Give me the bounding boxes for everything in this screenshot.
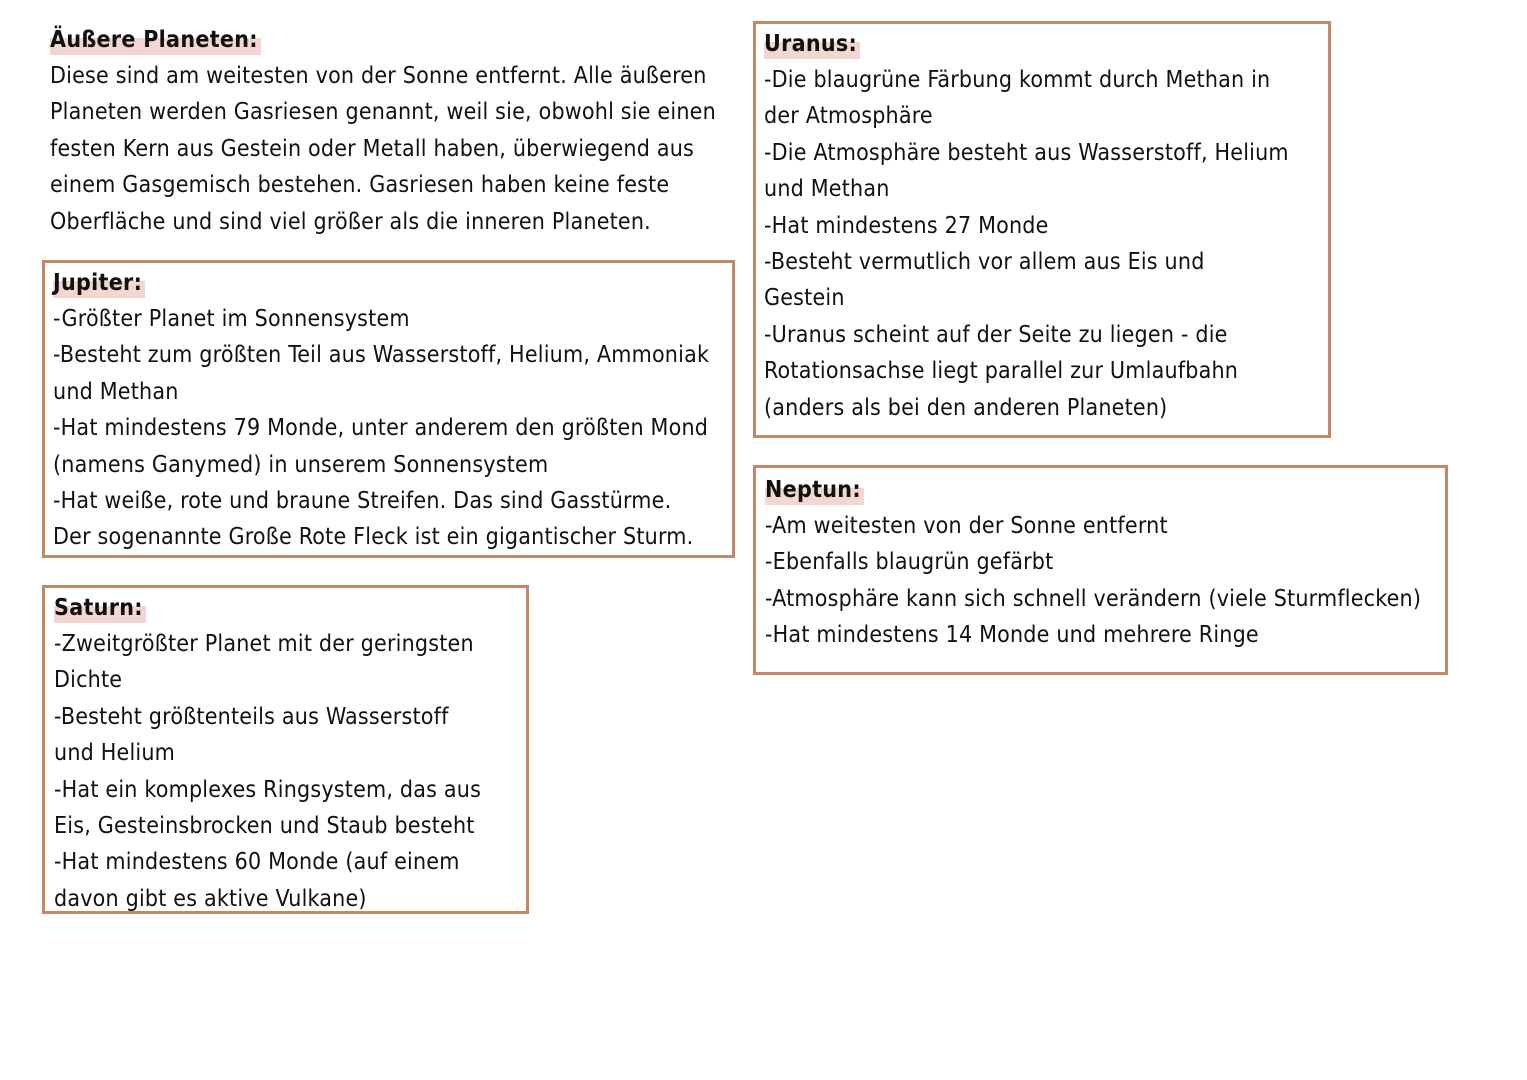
- fact-line: -Größter Planet im Sonnensystem: [53, 306, 410, 332]
- neptun-heading: Neptun:: [765, 472, 864, 508]
- fact-line: Dichte: [54, 667, 123, 694]
- saturn-heading: Saturn:: [54, 590, 146, 626]
- fact-line: -Hat mindestens 79 Monde, unter anderem den größten Mond: [53, 415, 709, 442]
- fact-line: Gestein: [764, 285, 845, 312]
- saturn-box: [42, 585, 529, 914]
- fact-line: (namens Ganymed) in unserem Sonnensystem: [53, 451, 549, 478]
- fact-line: -Hat mindestens 27 Monde: [764, 212, 1049, 239]
- uranus-heading: Uranus:: [764, 26, 860, 62]
- intro-line: Diese sind am weitesten von der Sonne entfernt. Alle äußeren: [50, 63, 707, 89]
- fact-line: Der sogenannte Große Rote Fleck ist ein gigantischer Sturm.: [53, 524, 694, 551]
- neptun-box: [753, 465, 1448, 675]
- fact-line: und Methan: [53, 378, 179, 405]
- intro-heading: Äußere Planeten:: [50, 22, 261, 58]
- fact-line: Rotationsachse liegt parallel zur Umlaufbahn: [764, 358, 1239, 385]
- fact-line: -Am weitesten von der Sonne entfernt: [765, 513, 1168, 539]
- intro-line: Planeten werden Gasriesen genannt, weil sie, obwohl sie einen: [50, 99, 716, 126]
- fact-line: -Hat ein komplexes Ringsystem, das aus: [54, 776, 482, 803]
- fact-line: -Besteht zum größten Teil aus Wasserstoff, Helium, Ammoniak: [53, 342, 710, 369]
- intro-line: Oberfläche und sind viel größer als die inneren Planeten.: [50, 208, 651, 235]
- fact-line: -Die Atmosphäre besteht aus Wasserstoff, Helium: [764, 139, 1289, 166]
- fact-line: -Besteht größtenteils aus Wasserstoff: [54, 703, 449, 730]
- fact-line: (anders als bei den anderen Planeten): [764, 394, 1168, 421]
- neptun-facts: [765, 508, 1437, 654]
- jupiter-heading: Jupiter:: [53, 265, 145, 301]
- intro-section: [50, 22, 730, 240]
- uranus-facts: [764, 62, 1320, 426]
- fact-line: -Die blaugrüne Färbung kommt durch Methan in: [764, 67, 1271, 93]
- fact-line: der Atmosphäre: [764, 103, 933, 130]
- fact-line: -Hat mindestens 14 Monde und mehrere Ringe: [765, 622, 1259, 649]
- uranus-box: [753, 21, 1331, 438]
- jupiter-facts: [53, 301, 724, 556]
- fact-line: -Zweitgrößter Planet mit der geringsten: [54, 631, 474, 657]
- fact-line: Eis, Gesteinsbrocken und Staub besteht: [54, 813, 475, 840]
- fact-line: -Hat weiße, rote und braune Streifen. Das sind Gasstürme.: [53, 488, 672, 515]
- fact-line: -Atmosphäre kann sich schnell verändern (viele Sturmflecken): [765, 585, 1422, 612]
- fact-line: und Helium: [54, 740, 176, 767]
- intro-line: einem Gasgemisch bestehen. Gasriesen haben keine feste: [50, 172, 670, 199]
- intro-line: festen Kern aus Gestein oder Metall haben, überwiegend aus: [50, 135, 695, 162]
- fact-line: -Ebenfalls blaugrün gefärbt: [765, 549, 1054, 576]
- fact-line: davon gibt es aktive Vulkane): [54, 885, 367, 912]
- fact-line: -Uranus scheint auf der Seite zu liegen - die: [764, 321, 1228, 348]
- fact-line: und Methan: [764, 176, 890, 203]
- jupiter-box: [42, 260, 735, 558]
- saturn-facts: [54, 626, 518, 917]
- intro-text: [50, 58, 730, 240]
- fact-line: -Hat mindestens 60 Monde (auf einem: [54, 849, 460, 876]
- fact-line: -Besteht vermutlich vor allem aus Eis und: [764, 249, 1205, 276]
